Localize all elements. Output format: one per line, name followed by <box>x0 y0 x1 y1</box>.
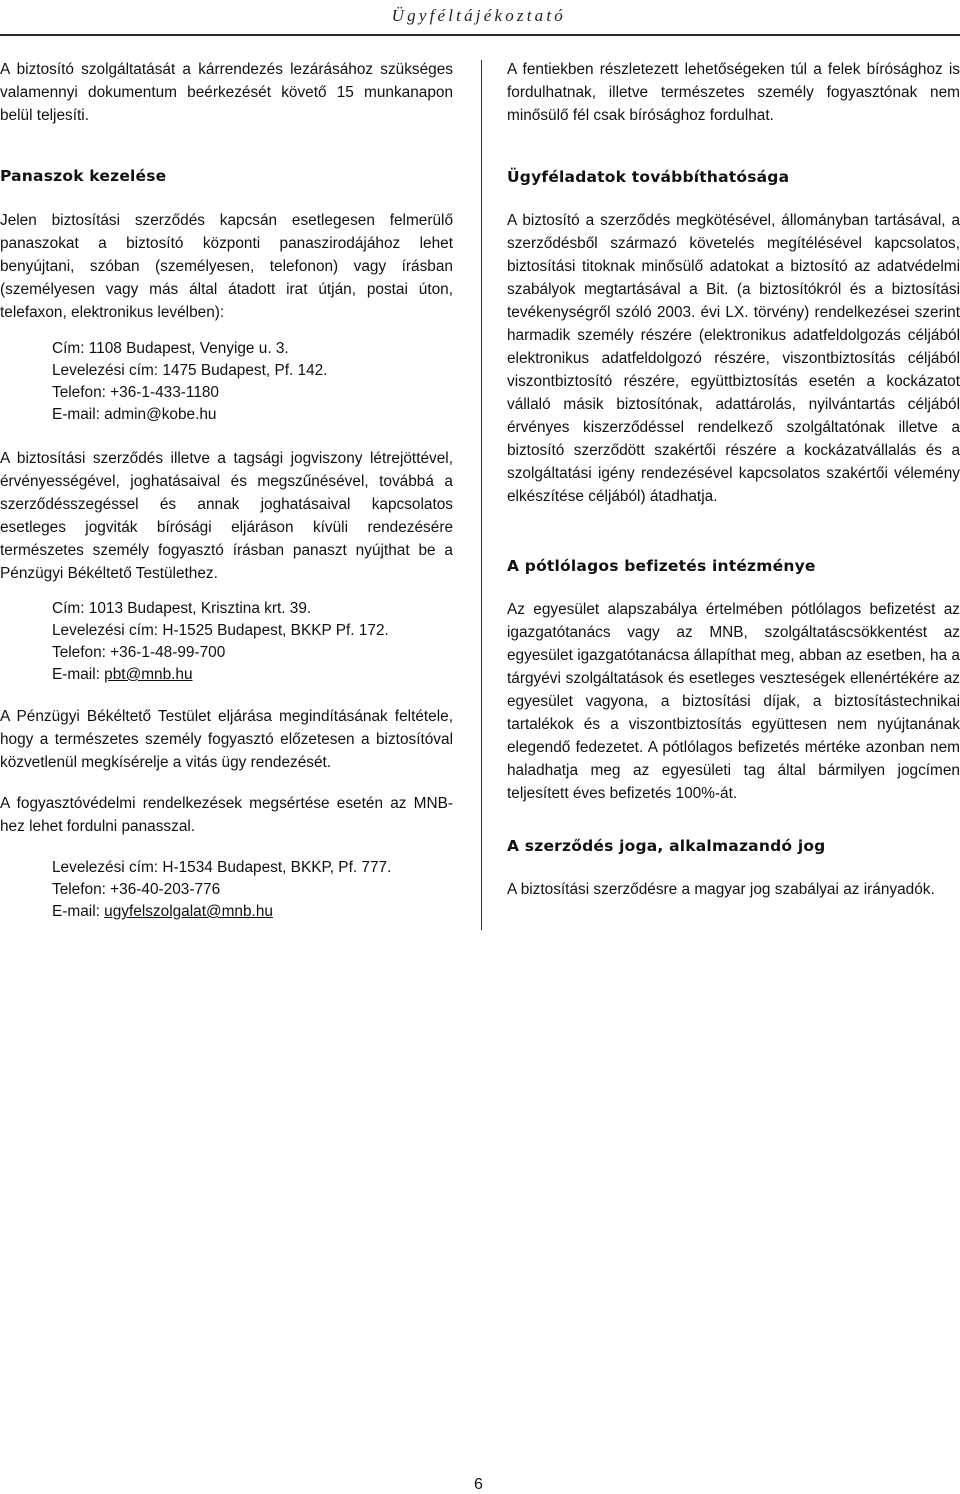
potlolagos-heading: A pótlólagos befizetés intézménye <box>507 557 816 575</box>
address2-cim: Cím: 1013 Budapest, Krisztina krt. 39. <box>52 600 312 617</box>
mnb-paragraph: A fogyasztóvédelmi rendelkezések megsértése esetén az MNB-hez lehet fordulni panasszal. <box>0 795 453 835</box>
ugyfeladatok-heading-block <box>507 166 960 188</box>
panaszok-block <box>0 209 453 324</box>
address2-email-line <box>52 664 505 686</box>
header-rule <box>0 34 960 36</box>
pbt-email-link[interactable]: pbt@mnb.hu <box>104 666 193 683</box>
address2-email-label: E-mail: <box>52 666 105 683</box>
header-title: Ügyféltájékoztató <box>391 6 566 25</box>
address3-telefon: Telefon: +36-40-203-776 <box>52 881 221 898</box>
mnb-address <box>0 857 505 923</box>
right-intro-block <box>507 58 960 127</box>
address3-email-line <box>52 901 505 923</box>
jog-block <box>507 878 960 901</box>
panaszok-paragraph: Jelen biztosítási szerződés kapcsán esetlegesen felmerülő panaszokat a biztosító központi panaszirodájához lehet benyújtani, szóban (személyesen, telefonon) vagy írásban (személyesen vagy más által átadott irat útján, postai úton, telefaxon, elektronikus levélben): <box>0 212 453 321</box>
ugyfeladatok-paragraph: A biztosító a szerződés megkötésével, állományban tartásával, a szerződésből származó követelés megítélésével kapcsolatos, biztosítási titoknak minősülő adatokat a biztosító az adatvédelmi szabályok megtartásával a Bit. (a biztosítókról és a biztosítási tevékenységről szóló 2003. évi LX. törvény) rendelkezései szerint harmadik személy részére (elektronikus adatfeldolgozás céljából elektronikus adatfeldolgozó részére, viszontbiztosítás céljából viszontbiztosító részére, együttbiztosítás esetén a kockázatot vállaló másik biztosítónak, adattárolás, nyilvántartás céljából érvényes kiszerződéssel rendelkező szolgáltatónak illetve a biztosító szerződött szakértői részére a kockázatvállalás és a szolgáltatási igény rendezésével kapcsolatos szakértői vélemény elkészítése céljából) átadhatja. <box>507 212 960 505</box>
panaszok-heading-block <box>0 165 453 187</box>
address2-telefon: Telefon: +36-1-48-99-700 <box>52 644 226 661</box>
jog-heading: A szerződés joga, alkalmazandó jog <box>507 837 826 855</box>
mnb-block <box>0 792 453 838</box>
page-number: 6 <box>474 1476 483 1493</box>
mnb-email-link[interactable]: ugyfelszolgalat@mnb.hu <box>104 903 273 920</box>
ugyfeladatok-block <box>507 209 960 508</box>
left-intro-block <box>0 58 453 127</box>
address1-cim: Cím: 1108 Budapest, Venyige u. 3. <box>52 340 289 357</box>
pbt2-paragraph: A Pénzügyi Békéltető Testület eljárása megindításának feltétele, hogy a természetes személy fogyasztó előzetesen a biztosítóval közvetlenül megkísérelje a vitás ügy rendezését. <box>0 708 453 771</box>
pbt-paragraph: A biztosítási szerződés illetve a tagsági jogviszony létrejöttével, érvényességével, joghatásaival és megszűnésével, továbbá a szerződésszegéssel és annak joghatásaival kapcsolatos esetleges jogviták bírósági eljáráson kívüli rendezésére természetes személy fogyasztó írásban panaszt nyújthat be a Pénzügyi Békéltető Testülethez. <box>0 450 453 582</box>
jog-paragraph: A biztosítási szerződésre a magyar jog szabályai az irányadók. <box>507 881 935 898</box>
column-divider <box>481 60 482 930</box>
ugyfeladatok-heading: Ügyféladatok továbbíthatósága <box>507 168 790 186</box>
address3-email-label: E-mail: <box>52 903 105 920</box>
left-intro-paragraph: A biztosító szolgáltatását a kárrendezés lezárásához szükséges valamennyi dokumentum beérkezését követő 15 munkanapon belül teljesíti. <box>0 61 453 124</box>
address1-email: E-mail: admin@kobe.hu <box>52 406 217 423</box>
potlolagos-heading-block <box>507 555 960 577</box>
panaszok-heading: Panaszok kezelése <box>0 167 167 185</box>
pbt-address <box>0 598 505 686</box>
pbt2-block <box>0 705 453 774</box>
address2-levelezesi: Levelezési cím: H-1525 Budapest, BKKP Pf. 172. <box>52 622 389 639</box>
address1-levelezesi: Levelezési cím: 1475 Budapest, Pf. 142. <box>52 362 328 379</box>
pbt-block <box>0 447 453 585</box>
panasziroda-address <box>0 338 505 426</box>
page-header <box>0 0 960 32</box>
potlolagos-block <box>507 598 960 805</box>
right-intro-paragraph: A fentiekben részletezett lehetőségeken túl a felek bírósághoz is fordulhatnak, illetve természetes személy fogyasztónak nem minősülő fél csak bírósághoz fordulhat. <box>507 61 960 124</box>
address3-levelezesi: Levelezési cím: H-1534 Budapest, BKKP, Pf. 777. <box>52 859 392 876</box>
address1-telefon: Telefon: +36-1-433-1180 <box>52 384 219 401</box>
jog-heading-block <box>507 835 960 857</box>
potlolagos-paragraph: Az egyesület alapszabálya értelmében pótlólagos befizetést az igazgatótanács vagy az MNB, szolgáltatáscsökkentést az egyesület igazgatótanácsa állapíthat meg, abban az esetben, ha a tárgyévi szolgáltatások és esetleges veszteségek ellenértékére az egyesület vagyona, a biztosítási díjak, a biztosítástechnikai tartalékok és a viszontbiztosítás együttesen nem nyújtanának elegendő fedezetet. A pótlólagos befizetés mértéke azonban nem haladhatja meg az egyesületi tag által bármilyen jogcímen teljesített éves befizetés 100%-át. <box>507 601 960 802</box>
